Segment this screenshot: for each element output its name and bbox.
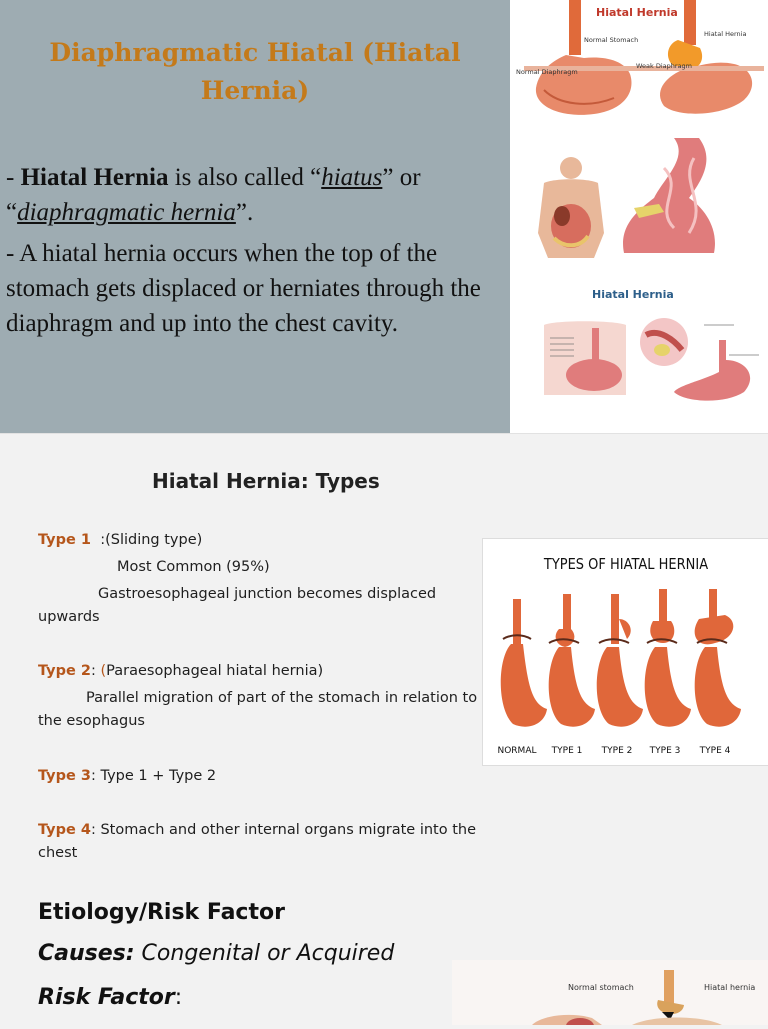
label-type-3: TYPE 3 bbox=[649, 746, 681, 756]
definition-paragraph bbox=[6, 160, 504, 230]
type-2-heading bbox=[38, 660, 323, 683]
label-type-2: TYPE 2 bbox=[601, 746, 633, 756]
type-1-line-2: Most Common (95%) bbox=[117, 559, 270, 575]
causes-line bbox=[38, 941, 394, 966]
image-caption: Hiatal Hernia bbox=[592, 288, 674, 301]
causes-label: Causes: bbox=[38, 941, 135, 966]
stomach-type-3 bbox=[645, 589, 691, 727]
label-weak-diaphragm: Weak Diaphragm bbox=[636, 62, 693, 70]
hernia-comparison-image bbox=[514, 0, 768, 122]
label-normal: NORMAL bbox=[497, 746, 537, 756]
type-2-sep: : bbox=[90, 663, 101, 679]
risk-factor-label: Risk Factor bbox=[38, 985, 175, 1010]
type-2-line-2: Parallel migration of part of the stomach in relation to the esophagus bbox=[38, 690, 478, 729]
risk-factor-line bbox=[38, 985, 182, 1010]
label-normal-diaphragm: Normal Diaphragm bbox=[516, 68, 578, 76]
label-normal-stomach: Normal stomach bbox=[568, 983, 634, 992]
description-paragraph: - A hiatal hernia occurs when the top of the stomach gets displaced or herniates through the diaphragm and up into the chest cavity. bbox=[6, 240, 481, 337]
torso-anatomy-image bbox=[514, 128, 768, 268]
types-of-hiatal-hernia-figure bbox=[482, 538, 768, 766]
type-2-text: Paraesophageal hiatal hernia) bbox=[106, 663, 324, 679]
type-3-text: : Type 1 + Type 2 bbox=[90, 768, 217, 784]
slide-1-title: Diaphragmatic Hiatal (Hiatal Hernia) bbox=[49, 38, 461, 105]
slide-1 bbox=[0, 0, 768, 433]
label-type-4: TYPE 4 bbox=[699, 746, 731, 756]
bullet-dash: - bbox=[6, 164, 21, 191]
stomach-normal bbox=[501, 599, 547, 727]
label-hiatal-hernia: Hiatal hernia bbox=[704, 983, 756, 992]
risk-factor-colon: : bbox=[174, 985, 183, 1010]
label-type-1: TYPE 1 bbox=[551, 746, 583, 756]
label-normal-stomach: Normal Stomach bbox=[584, 36, 639, 44]
stomach-type-2 bbox=[597, 594, 643, 727]
normal-vs-hernia-image bbox=[452, 960, 768, 1025]
slide-2-title: Hiatal Hernia: Types bbox=[152, 469, 380, 493]
term-diaphragmatic-hernia: diaphragmatic hernia bbox=[17, 199, 236, 226]
hernia-diagram-image bbox=[514, 280, 768, 410]
causes-text: Congenital or Acquired bbox=[134, 941, 395, 966]
type-4-text: : Stomach and other internal organs migrate into the chest bbox=[38, 822, 477, 861]
type-3-heading bbox=[38, 765, 216, 788]
slide-2 bbox=[0, 433, 768, 1025]
image-title: Hiatal Hernia bbox=[596, 6, 678, 19]
type-4-heading bbox=[38, 819, 478, 865]
type-1-heading bbox=[38, 529, 202, 552]
term-hiatus: hiatus bbox=[321, 164, 383, 191]
stomach-type-1 bbox=[549, 594, 595, 727]
text-segment: is also called “ bbox=[168, 164, 322, 191]
type-3-label: Type 3 bbox=[38, 768, 91, 784]
text-segment: ”. bbox=[235, 199, 254, 226]
type-1-text: :(Sliding type) bbox=[90, 532, 203, 548]
type-1-label: Type 1 bbox=[38, 532, 91, 548]
type-2-label: Type 2 bbox=[38, 663, 91, 679]
label-hiatal-hernia: Hiatal Hernia bbox=[704, 30, 747, 38]
type-1-line-3: Gastroesophageal junction becomes displaced upwards bbox=[38, 586, 437, 625]
etiology-heading: Etiology/Risk Factor bbox=[38, 900, 285, 925]
slide-1-text-panel bbox=[0, 0, 510, 433]
stomach-type-4 bbox=[695, 589, 741, 727]
bold-term: Hiatal Hernia bbox=[20, 164, 169, 191]
type-4-label: Type 4 bbox=[38, 822, 91, 838]
type-2-paren: ( bbox=[100, 663, 107, 679]
figure-title: TYPES OF HIATAL HERNIA bbox=[543, 556, 709, 574]
text-segment: ” or “ bbox=[6, 164, 421, 226]
